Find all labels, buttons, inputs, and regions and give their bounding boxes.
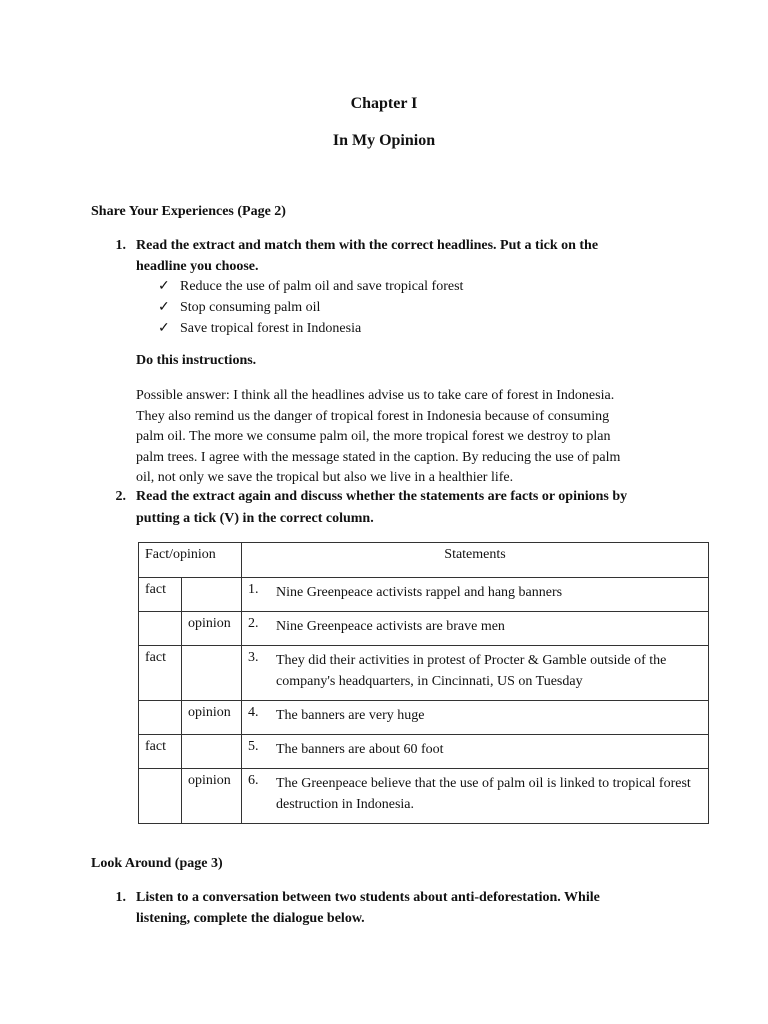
answer-line: Possible answer: I think all the headlines advise us to take care of forest in Indonesia. (136, 388, 615, 403)
statement-cell (242, 735, 709, 769)
table-row (139, 769, 709, 824)
statement-text: Nine Greenpeace activists rappel and hang banners (276, 585, 563, 600)
statement-cell (242, 578, 709, 612)
question-text-line: Listen to a conversation between two students about anti-deforestation. While (136, 890, 600, 905)
answer-line: They also remind us the danger of tropical forest in Indonesia because of consuming (136, 408, 610, 424)
checklist-item-label: Reduce the use of palm oil and save tropical forest (180, 279, 464, 294)
question-text-line: listening, complete the dialogue below. (136, 911, 365, 926)
fact-cell (139, 769, 182, 824)
statement-number: 5. (248, 739, 259, 754)
statement-cell (242, 701, 709, 735)
fact-opinion-table (138, 542, 709, 824)
statement-number: 2. (248, 616, 259, 631)
question-text-line: Read the extract and match them with the correct headlines. Put a tick on the (136, 238, 599, 253)
opinion-cell: opinion (182, 612, 242, 646)
answer-paragraph (136, 386, 676, 489)
table-row (139, 701, 709, 735)
opinion-cell (182, 646, 242, 701)
fact-cell: fact (139, 735, 182, 769)
statement-number: 6. (248, 773, 259, 788)
table-row (139, 735, 709, 769)
fact-cell: fact (139, 578, 182, 612)
table-header-cell: Statements (242, 543, 709, 578)
fact-cell (139, 701, 182, 735)
table-header-row (139, 543, 709, 578)
checklist-item (158, 320, 361, 337)
statement-text: The Greenpeace believe that the use of palm oil is linked to tropical forest destruction in Indonesia. (276, 776, 691, 812)
table-row (139, 612, 709, 646)
fact-cell (139, 612, 182, 646)
checklist-item-label: Stop consuming palm oil (180, 300, 321, 315)
checklist-item (158, 278, 463, 295)
statement-text: The banners are about 60 foot (276, 742, 444, 757)
table-row (139, 646, 709, 701)
statement-number: 3. (248, 650, 259, 665)
answer-line: oil, not only we save the tropical but also we live in a healthier life. (136, 470, 514, 485)
table-header-cell: Fact/opinion (139, 543, 242, 578)
opinion-cell (182, 578, 242, 612)
checklist-item-label: Save tropical forest in Indonesia (180, 321, 362, 336)
question-text-line: Read the extract again and discuss whether the statements are facts or opinions by (136, 489, 628, 504)
section-heading-share: Share Your Experiences (Page 2) (91, 204, 286, 219)
statement-number: 1. (248, 582, 259, 597)
fact-cell: fact (139, 646, 182, 701)
question-number: 1. (115, 890, 126, 905)
statement-cell (242, 612, 709, 646)
question-text-line: headline you choose. (136, 259, 259, 274)
question-number: 1. (115, 238, 126, 253)
question-number: 2. (115, 489, 126, 504)
statement-text: The banners are very huge (276, 708, 425, 723)
answer-line: palm oil. The more we consume palm oil, the more tropical forest we destroy to plan (136, 429, 611, 444)
statement-cell (242, 646, 709, 701)
section-heading-look-around: Look Around (page 3) (91, 856, 223, 871)
checkmark-icon: ✓ (158, 279, 170, 294)
chapter-subtitle: In My Opinion (332, 132, 436, 149)
instruction-text: Do this instructions. (136, 353, 257, 368)
statement-number: 4. (248, 705, 259, 720)
answer-line: palm trees. I agree with the message stated in the caption. By reducing the use of palm (136, 449, 621, 465)
checkmark-icon: ✓ (158, 300, 170, 315)
opinion-cell: opinion (182, 769, 242, 824)
table-row (139, 578, 709, 612)
statement-text: They did their activities in protest of Procter & Gamble outside of the company's headquarters, in Cincinnati, US on Tuesday (276, 653, 667, 689)
statement-text: Nine Greenpeace activists are brave men (276, 619, 505, 634)
opinion-cell: opinion (182, 701, 242, 735)
statement-cell (242, 769, 709, 824)
checkmark-icon: ✓ (158, 321, 170, 336)
question-text-line: putting a tick (V) in the correct column. (136, 511, 374, 526)
chapter-title: Chapter I (350, 95, 418, 112)
opinion-cell (182, 735, 242, 769)
checklist-item (158, 299, 320, 316)
